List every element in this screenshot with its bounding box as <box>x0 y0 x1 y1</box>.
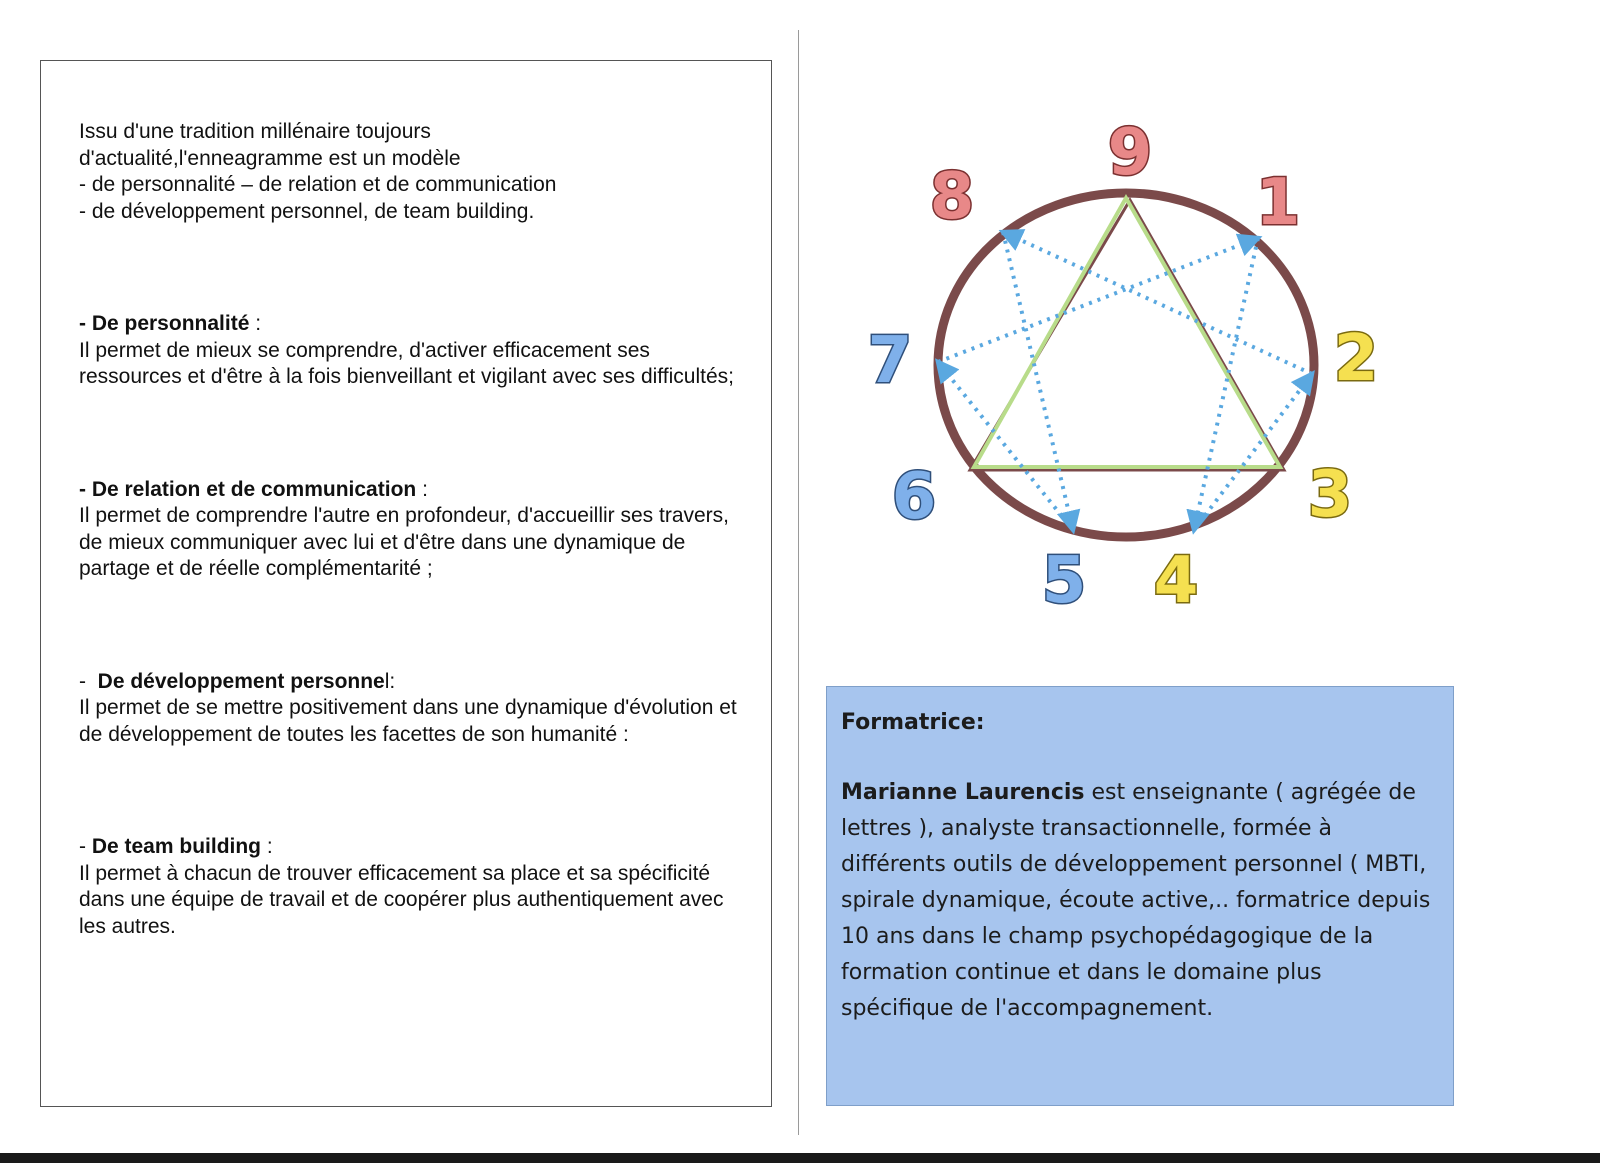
section-title: De relation et de communication <box>91 477 417 501</box>
section-body: Il permet de se mettre positivement dans une dynamique d'évolution et de développement de toutes les facettes de son humanité : <box>79 696 737 746</box>
section-suffix: : <box>249 312 262 335</box>
intro-line: - de personnalité – de relation et de communication <box>79 173 557 196</box>
section-title: De team building <box>91 835 262 858</box>
point-number-3: 3 <box>1307 458 1353 532</box>
point-number-8: 8 <box>929 160 975 234</box>
intro-line: - de développement personnel, de team building. <box>79 199 535 223</box>
fold-line <box>798 30 799 1135</box>
point-number-5: 5 <box>1041 544 1087 618</box>
intro-line: Issu d'une tradition millénaire toujours <box>79 120 431 143</box>
trainer-bio-text: est enseignante ( agrégée de lettres ), analyste transactionnelle, formée à différents outils de développement personnel ( MBTI, spirale dynamique, écoute active,.. formatrice depuis 10 ans dans le champ psychopédagogique de la formation continue et dans le domaine plus spécifique de l'accompagnement. <box>841 780 1431 1021</box>
section-prefix: - <box>79 835 92 858</box>
section-suffix: : <box>261 835 273 858</box>
section-personnalite <box>79 311 749 391</box>
section-title: De personnalité <box>91 312 250 335</box>
description-panel <box>40 60 772 1107</box>
section-team-building <box>79 834 749 940</box>
enneagram-circle <box>938 193 1314 537</box>
section-title: De développement personne <box>97 669 385 693</box>
point-number-9: 9 <box>1107 116 1153 190</box>
trainer-bio <box>841 775 1439 1027</box>
section-prefix: - <box>79 669 98 693</box>
section-body: Il permet à chacun de trouver efficacement sa place et sa spécificité dans une équipe de travail et de coopérer plus authentiquement avec les autres. <box>79 861 724 938</box>
section-suffix: : <box>416 477 428 501</box>
trainer-name: Marianne Laurencis <box>841 780 1085 805</box>
section-suffix: l: <box>384 669 396 693</box>
description-text <box>79 119 749 940</box>
section-body: Il permet de comprendre l'autre en profondeur, d'accueillir ses travers, de mieux communiquer avec lui et d'être dans une dynamique de partage et de réelle complémentarité ; <box>79 504 730 580</box>
point-number-1: 1 <box>1255 166 1301 240</box>
point-number-4: 4 <box>1153 544 1199 618</box>
enneagram-diagram <box>860 112 1380 632</box>
section-relation <box>79 477 749 583</box>
scan-border <box>0 1153 1600 1163</box>
section-developpement <box>79 669 749 749</box>
section-body: Il permet de mieux se comprendre, d'activer efficacement ses ressources et d'être à la fois bienveillant et vigilant avec ses difficultés; <box>79 338 734 388</box>
trainer-label: Formatrice: <box>841 710 985 735</box>
trainer-info-box <box>826 686 1454 1106</box>
point-number-6: 6 <box>891 460 937 534</box>
intro-paragraph <box>79 119 749 225</box>
point-number-2: 2 <box>1333 322 1379 396</box>
intro-line: d'actualité,l'enneagramme est un modèle <box>79 146 461 170</box>
section-prefix: - <box>79 477 92 501</box>
point-number-7: 7 <box>867 324 913 398</box>
section-prefix: - <box>79 312 92 335</box>
triangle-outline <box>974 198 1280 467</box>
